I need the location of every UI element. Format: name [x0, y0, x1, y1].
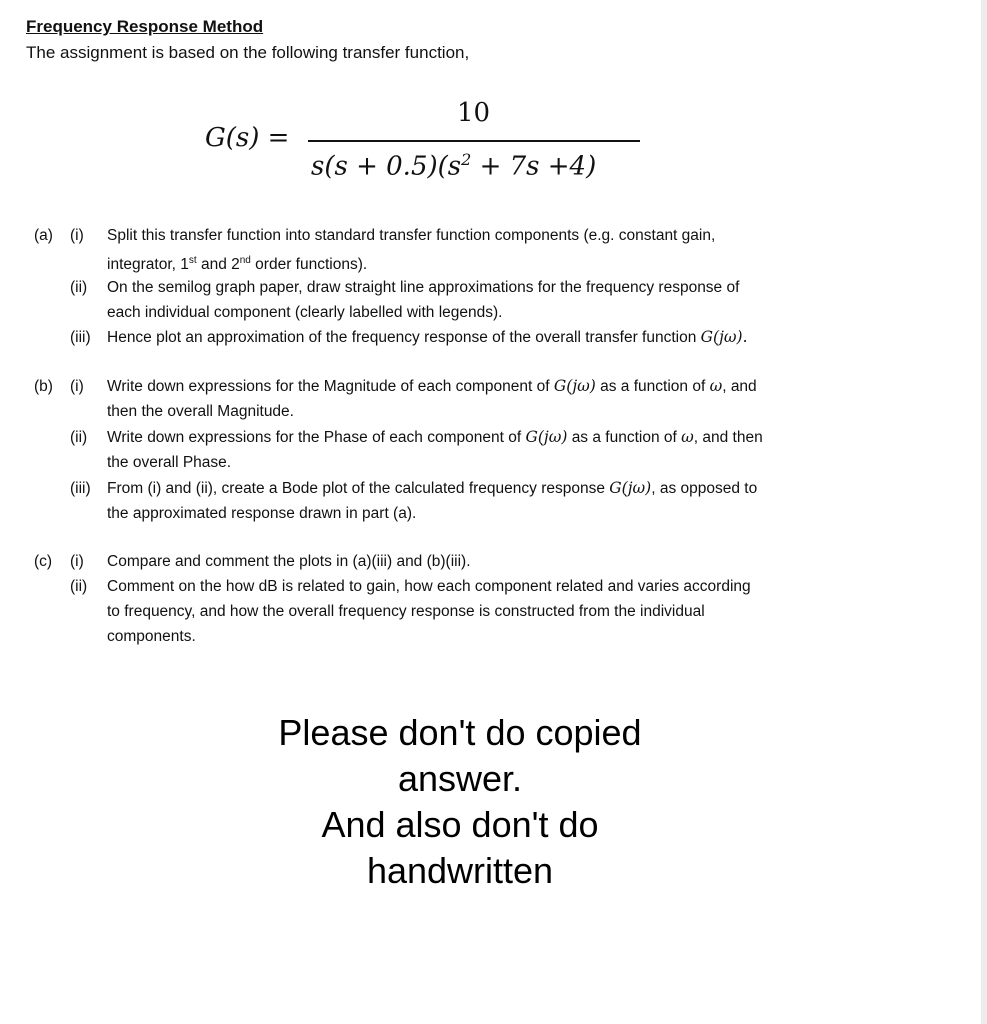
question-label: (b) — [34, 378, 53, 395]
subquestion-number: (ii) — [70, 578, 88, 595]
subquestion-text: Split this transfer function into standard transfer function components (e.g. constant gain, integrator, 1st and 2nd order functions). — [107, 227, 716, 274]
intro-text: The assignment is based on the following transfer function, — [26, 43, 470, 62]
subquestion-text: Hence plot an approximation of the frequency response of the overall transfer function G(jω). — [107, 328, 748, 346]
subquestion-number: (ii) — [70, 279, 88, 296]
note-line: And also don't do — [321, 804, 599, 845]
fraction-bar — [308, 140, 640, 142]
subquestion-text: On the semilog graph paper, draw straight line approximations for the frequency response of each individual component (clearly labelled with legends). — [107, 279, 740, 321]
request-note — [200, 710, 720, 894]
subquestion-number: (ii) — [70, 429, 88, 446]
subquestion-number: (i) — [70, 378, 84, 395]
note-line: handwritten — [366, 850, 554, 891]
page-title: Frequency Response Method — [26, 17, 264, 36]
question-b — [34, 374, 854, 524]
subquestion-text: Compare and comment the plots in (a)(iii) and (b)(iii). — [107, 553, 471, 570]
equation-numerator: 10 — [457, 98, 491, 128]
subquestion-number: (iii) — [70, 329, 91, 346]
question-label: (c) — [34, 553, 53, 570]
subquestion-text: Write down expressions for the Phase of each component of G(jω) as a function of ω, and then the overall Phase. — [107, 428, 763, 471]
note-line: answer. — [397, 758, 523, 799]
subquestion-number: (i) — [70, 553, 84, 570]
subquestion-text: Write down expressions for the Magnitude of each component of G(jω) as a function of ω, and then the overall Magnitude. — [107, 377, 757, 420]
page-edge — [981, 0, 987, 1024]
equation-lhs: G(s) = — [205, 123, 290, 153]
subquestion-text: Comment on the how dB is related to gain, how each component related and varies according to frequency, and how the overall frequency response is constructed from the individual components. — [107, 578, 751, 645]
transfer-function-equation — [205, 95, 655, 195]
subquestion-number: (i) — [70, 227, 84, 244]
question-c — [34, 549, 854, 659]
subquestion-number: (iii) — [70, 480, 91, 497]
question-a — [34, 223, 854, 353]
note-line: Please don't do copied — [278, 712, 642, 753]
question-label: (a) — [34, 227, 53, 244]
equation-denominator: $s(s + 0.5)(s^2 + 7s +4)$ — [311, 150, 597, 182]
subquestion-text: From (i) and (ii), create a Bode plot of the calculated frequency response G(jω), as opposed to the approximated response drawn in part (a). — [107, 479, 758, 522]
